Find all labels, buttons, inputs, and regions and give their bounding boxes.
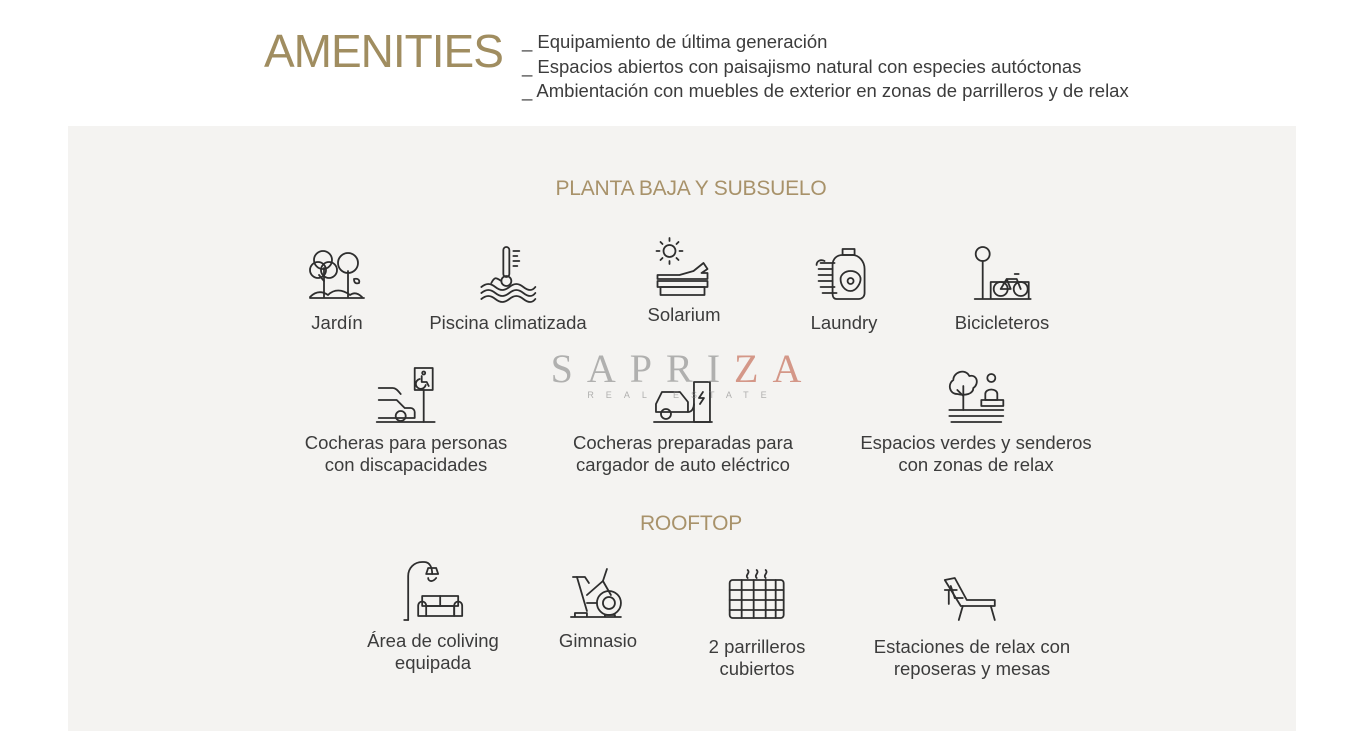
amenity-estaciones-relax xyxy=(874,566,1070,680)
feature-item: _ Espacios abiertos con paisajismo natural con especies autóctonas xyxy=(522,55,1082,77)
sun-lounger-icon xyxy=(653,235,715,301)
amenity-label: Cocheras para personas con discapacidades xyxy=(304,432,508,475)
bicycle-parking-icon xyxy=(971,243,1033,303)
heated-pool-icon xyxy=(477,243,539,303)
feature-item: _ Ambientación con muebles de exterior en zonas de parrilleros y de relax xyxy=(522,80,1129,101)
amenity-label: Área de coliving equipada xyxy=(367,630,499,673)
feature-item: _ Equipamiento de última generación xyxy=(522,31,828,52)
ev-charger-icon xyxy=(652,364,714,424)
amenity-cocheras-discapacidad xyxy=(305,364,508,476)
amenity-label: Bicicleteros xyxy=(954,312,1050,333)
amenity-solarium xyxy=(648,235,721,326)
amenity-label: Cocheras preparadas para cargador de auto eléctrico xyxy=(572,432,794,475)
amenity-label: Solarium xyxy=(647,304,721,325)
grill-icon xyxy=(726,566,788,626)
green-path-icon xyxy=(945,364,1007,424)
amenity-laundry xyxy=(811,243,878,334)
trees-icon xyxy=(306,243,368,303)
amenity-label: Espacios verdes y senderos con zonas de relax xyxy=(860,432,1092,475)
detergent-icon xyxy=(813,243,875,303)
brand-name: SAPRI xyxy=(550,346,735,391)
amenity-bicicleteros xyxy=(955,243,1050,334)
feature-list xyxy=(522,30,1129,104)
amenity-coliving xyxy=(367,560,499,674)
brand-tagline: REAL ESTATE xyxy=(587,390,779,400)
amenity-espacios-verdes xyxy=(860,364,1091,476)
amenity-label: Jardín xyxy=(311,312,363,333)
amenity-cocheras-electrico xyxy=(573,364,793,476)
section-title-ground: PLANTA BAJA Y SUBSUELO xyxy=(555,177,827,200)
amenity-jardin xyxy=(306,243,368,334)
amenity-parrilleros xyxy=(709,566,806,680)
amenity-gimnasio xyxy=(559,563,637,652)
amenity-label: Piscina climatizada xyxy=(429,312,587,333)
deck-chair-icon xyxy=(941,566,1003,626)
accessible-parking-icon xyxy=(375,364,437,424)
amenity-piscina xyxy=(429,243,586,334)
page-title: AMENITIES xyxy=(264,25,503,77)
amenity-label: Laundry xyxy=(810,312,878,333)
amenity-label: Estaciones de relax con reposeras y mesas xyxy=(873,636,1071,679)
lamp-sofa-icon xyxy=(402,560,464,620)
exercise-bike-icon xyxy=(567,563,629,623)
amenity-label: Gimnasio xyxy=(558,630,638,651)
amenity-label: 2 parrilleros cubiertos xyxy=(708,636,806,679)
brand-name-accent: ZA xyxy=(734,346,816,391)
section-title-rooftop: ROOFTOP xyxy=(639,512,743,535)
